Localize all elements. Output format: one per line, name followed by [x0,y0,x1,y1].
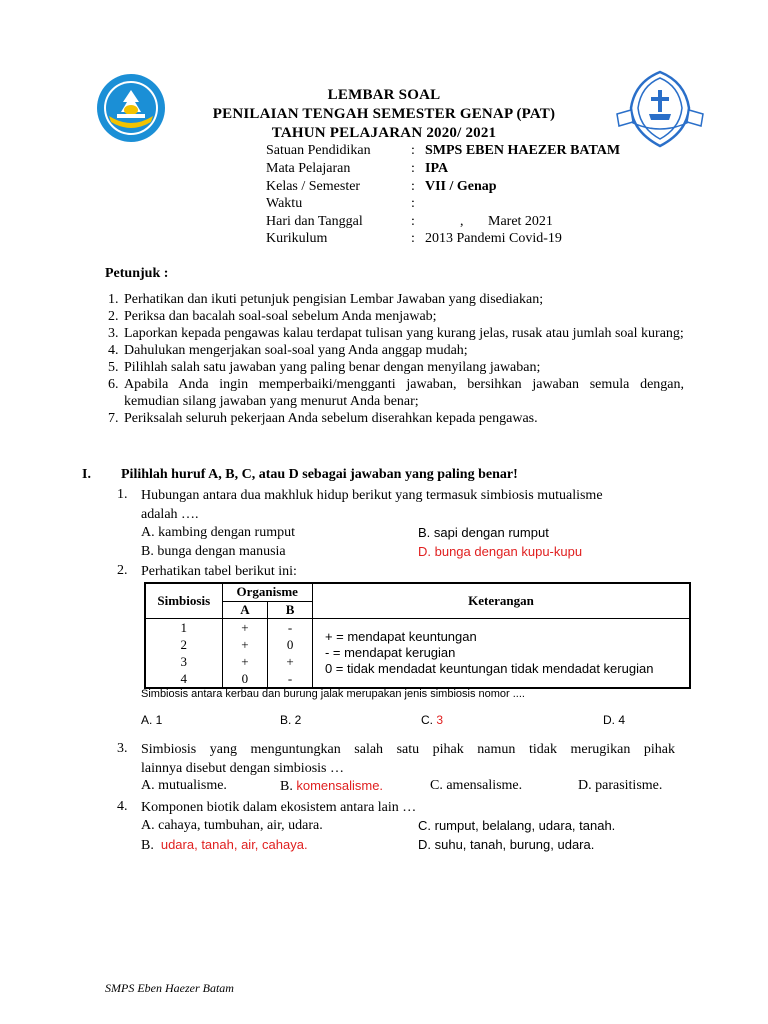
question-text-line: Hubungan antara dua makhluk hidup berikut yang termasuk simbiosis mutualisme [141,488,603,503]
table-body-row [145,618,690,688]
table-cell: - [287,619,293,635]
question-1-text [141,486,603,524]
section-number: I. [82,467,91,482]
info-label: Waktu [266,196,303,211]
question-2-text: Perhatikan tabel berikut ini: [141,564,297,579]
info-value: 2013 Pandemi Covid-19 [425,231,562,246]
footer-school-name: SMPS Eben Haezer Batam [105,981,234,995]
option-a[interactable]: A. cahaya, tumbuhan, air, udara. [141,818,323,833]
list-item: 7. Periksalah seluruh pekerjaan Anda sebelum diserahkan kepada pengawas. [122,410,684,427]
col-header-b: B [268,601,313,618]
option-b-answer: komensalisme. [296,778,384,793]
option-d-answer[interactable]: D. bunga dengan kupu-kupu [418,544,583,559]
col-header-a: A [222,601,268,618]
keterangan-note: + = mendapat keuntungan [324,628,477,644]
keterangan-note: - = mendapat kerugian [324,644,456,660]
option-letter: B. [141,838,161,853]
keterangan-note: 0 = tidak mendadat keuntungan tidak mendadat kerugian [324,660,654,676]
option-a[interactable]: A. 1 [141,713,163,727]
info-label: Kelas / Semester [266,179,361,194]
title-lembar-soal: LEMBAR SOAL [327,87,441,103]
list-item: 6. Apabila Anda ingin memperbaiki/mengganti jawaban, bersihkan jawaban semula dengan, kemudian silang jawaban yang menurut Anda benar; [122,376,684,410]
symbiosis-table [144,582,691,689]
info-value: SMPS EBEN HAEZER BATAM [425,143,621,158]
list-item: 5. Pilihlah salah satu jawaban yang paling benar dengan menyilang jawaban; [122,359,684,376]
list-item: 3. Laporkan kepada pengawas kalau terdapat tulisan yang kurang jelas, rusak atau jumlah soal kurang; [122,325,684,342]
option-letter: C. [421,713,437,727]
option-d[interactable]: D. suhu, tanah, burung, udara. [418,837,595,852]
option-d[interactable]: D. parasitisme. [578,778,663,793]
table-cell: 4 [180,670,188,686]
info-label: Kurikulum [266,231,328,246]
option-a[interactable]: A. mutualisme. [141,778,227,793]
option-a[interactable]: A. kambing dengan rumput [141,525,295,540]
col-header-simbiosis: Simbiosis [145,583,222,618]
info-label: Hari dan Tanggal [266,214,363,229]
option-c[interactable]: B. sapi dengan rumput [418,525,549,540]
table-cell: + [241,619,249,635]
table-cell: - [287,670,293,686]
option-c[interactable] [421,713,443,727]
table-cell: 3 [180,653,188,669]
info-colon: : [411,231,415,246]
question-text-line: adalah …. [141,507,199,522]
info-label: Satuan Pendidikan [266,143,371,158]
question-3-text [141,740,675,778]
question-number: 1. [117,487,128,502]
col-header-keterangan: Keterangan [312,583,690,618]
list-item: 4. Dahulukan mengerjakan soal-soal yang Anda anggap mudah; [122,342,684,359]
question-number: 3. [117,741,128,756]
info-label: Mata Pelajaran [266,161,351,176]
list-item: 2. Periksa dan bacalah soal-soal sebelum Anda menjawab; [122,308,684,325]
option-b[interactable]: B. bunga dengan manusia [141,544,286,559]
info-value: IPA [425,161,449,176]
title-exam-name: PENILAIAN TENGAH SEMESTER GENAP (PAT) [212,106,556,122]
option-b[interactable]: B. 2 [280,713,302,727]
question-number: 2. [117,563,128,578]
info-value: , Maret 2021 [425,214,553,229]
option-c-answer: 3 [436,713,444,727]
option-b[interactable] [141,837,308,854]
keterangan-cell [312,618,690,688]
option-c[interactable]: C. amensalisme. [430,778,523,793]
col-simbiosis-numbers [145,618,222,688]
question-text-line: lainnya disebut dengan simbiosis … [141,761,344,776]
table-caption: Simbiosis antara kerbau dan burung jalak merupakan jenis simbiosis nomor .... [141,688,525,700]
table-cell: 0 [286,636,294,652]
info-colon: : [411,196,415,211]
title-school-year: TAHUN PELAJARAN 2020/ 2021 [271,125,497,141]
info-value: VII / Genap [425,179,497,194]
info-colon: : [411,179,415,194]
info-colon: : [411,143,415,158]
option-c[interactable]: C. rumput, belalang, udara, tanah. [418,818,616,833]
info-colon: : [411,161,415,176]
option-b[interactable] [280,778,383,795]
section-heading: Pilihlah huruf A, B, C, atau D sebagai jawaban yang paling benar! [121,467,518,482]
col-header-organisme: Organisme [222,583,312,601]
table-cell: 0 [241,670,249,686]
question-4-text: Komponen biotik dalam ekosistem antara lain … [141,800,417,815]
petunjuk-heading: Petunjuk : [105,266,169,281]
table-cell: + [286,653,294,669]
option-letter: B. [280,779,297,794]
table-cell: + [241,636,249,652]
table-cell: 1 [180,619,188,635]
table-cell: + [241,653,249,669]
question-text-line: Simbiosis yang menguntungkan salah satu pihak namun tidak merugikan pihak [141,742,675,757]
question-number: 4. [117,799,128,814]
col-organisme-a [222,618,268,688]
col-organisme-b [268,618,313,688]
option-d[interactable]: D. 4 [603,713,626,727]
option-b-answer: udara, tanah, air, cahaya. [160,837,308,852]
list-item: 1. Perhatikan dan ikuti petunjuk pengisian Lembar Jawaban yang disediakan; [122,291,684,308]
info-colon: : [411,214,415,229]
table-cell: 2 [180,636,188,652]
table-header-row [145,583,690,601]
petunjuk-list [100,291,684,427]
